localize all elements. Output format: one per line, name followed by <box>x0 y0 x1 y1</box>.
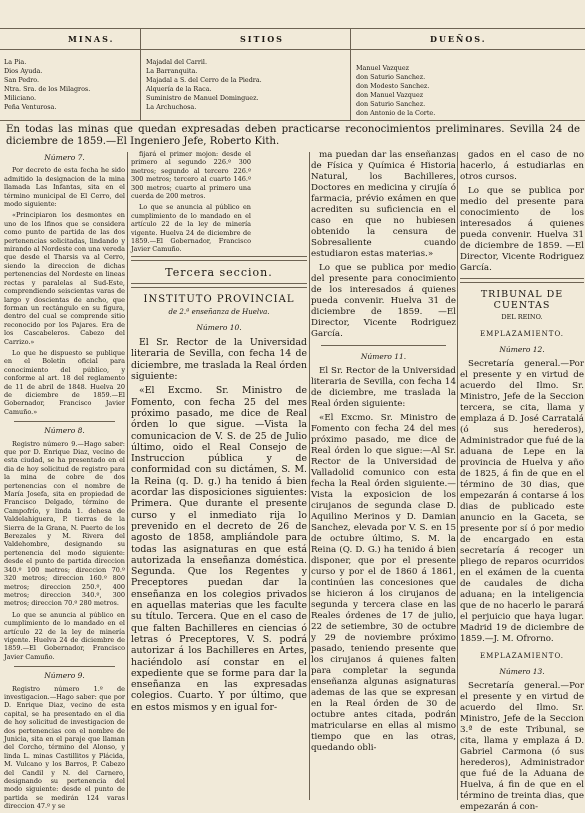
header-minas: MINAS. <box>68 34 115 44</box>
section-heading: Tercera seccion. <box>165 266 273 279</box>
table-cell: don Modesto Sanchez. <box>356 82 430 90</box>
notice-number: Número 7. <box>44 153 85 162</box>
separator <box>14 666 115 667</box>
paragraph: Lo que he dispuesto se publique en el Boletin oficial para conocimiento del público, y conforme al art. 18 del reglamento de 11 de abril de 1848. Huelva 20 de diciembre de 1859.—El Gobernador, Francisco Javier Camuño.» <box>4 348 125 416</box>
sitios-column <box>146 58 346 112</box>
paragraph: El Sr. Rector de la Universidad literaria de Sevilla, con fecha 14 de diciembre, me traslada la Real órden siguiente: <box>131 337 307 383</box>
table-cell: La Barranquita. <box>146 67 198 75</box>
table-cell: San Pedro. <box>4 76 40 84</box>
duenos-column <box>356 64 581 118</box>
table-divider <box>350 28 351 120</box>
notice-number: Número 11. <box>360 352 407 361</box>
separator <box>321 345 446 346</box>
paragraph: Por decreto de esta fecha he sido admitido la designacion de la mina llamada Las Infantas, sita en el término municipal de El Cerro, del modo siguiente: <box>4 166 125 209</box>
emplazamiento-heading: EMPLAZAMIENTO. <box>480 652 564 660</box>
table-cell: Alquería de la Raca. <box>146 85 212 93</box>
paragraph: Secretaría general.—Por el presente y en virtud de acuerdo del Ilmo. Sr. Ministro, Jefe de la Seccion tercera, se cita, llama y emplaza á D. José Carratalá (ó sus herederos), Administrador que fué de la aduana de Lepe en la provincia de Huelva y año de 1825, á fin de que en el término de 30 dias, que empezarán á contarse á los dias de publicado este anuncio en la Gaceta, se presente por sí ó por medio de encargado en esta secretaría á recoger un pliego de reparos ocurridos en el exámen de la cuenta de caudales de dicha aduana; en la inteligencia que de no hacerlo le parará el perjuicio que haya lugar. Madrid 19 de diciembre de 1859.—J. M. Ofrorno. <box>460 359 584 644</box>
separator <box>14 421 115 422</box>
minas-column <box>4 58 138 112</box>
mines-notice: En todas las minas que quedan expresadas deben practicarse reconocimientos preliminares. Sevilla 24 de diciembre de 1859.—El Ingeniero Jefe, Roberto Kith. <box>6 124 580 147</box>
table-header-row <box>0 28 585 50</box>
table-cell: Suministro de Manuel Dominguez. <box>146 94 259 102</box>
institute-title: INSTITUTO PROVINCIAL <box>143 294 295 306</box>
column-divider <box>127 152 128 800</box>
column-5 <box>460 150 584 812</box>
table-cell: don Saturio Sanchez. <box>356 73 426 81</box>
table-bottom-rule <box>0 120 585 121</box>
paragraph: «Principiaron los desmontes en uno de los lfinos que se considera como punto de partida de las dos pertenencias solicitadas, lindando y mirando al Nordeste con una vereda que desde el Tharsis va al Cerro, siendo la direccion de dichas pertenencias del Nordeste en lineas rectas y paralelas al Sud-Este, comprendiendo seiscientas varas de largo y doscientas de ancho, que forman un rectángulo en su figura, dentro del cual se comprende sitio reconocido por los Pajares. Era de los Cascabeleros. Cabezo del Carrizo.» <box>4 211 125 346</box>
tribunal-subtitle: DEL REINO. <box>501 313 543 321</box>
paragraph: Lo que se anuncia al público en cumplimiento de lo mandado en el artículo 22 de la ley de minería vigente. Huelva 24 de diciembre de 1859.—El Gobernador, Francisco Javier Camuño. <box>131 203 251 254</box>
paragraph: «El Excmo. Sr. Ministro de Fomento con fecha 24 del mes próximo pasado, me dice de Real órden lo que sigue:—Al Sr. Rector de la Universidad de Valladolid comunico con esta fecha la Real órden siguiente.—Vista la exposicion de los cirujanos de segunda clase D. Aquilino Merinos y D. Damian Sanchez, elevada por V. S. en 15 de octubre último, S. M. la Reina (Q. D. G.) ha tenido á bien disponer, que por el presente curso y por el de 1860 á 1861, continúen las concesiones que se hicieron á los cirujanos de segunda y tercera clase en las Reales órdenes de 17 de julio, 22 de setiembre, 30 de octubre y 29 de noviembre próximo pasado, teniendo presente que los cirujanos á quienes falten para completar la segunda enseñanza algunas asignaturas ademas de las que se expresan en la Real órden de 30 de octubre antes citada, podrán matricularse en ellas al mismo tiempo que en las otras, quedando obli- <box>311 413 456 753</box>
column-2-top <box>131 150 251 254</box>
section-rule <box>460 278 584 283</box>
paragraph: Registro número 9.—Hago saber: que por D. Enrique Diaz, vecino de esta ciudad, se ha presentado en el dia de hoy solicitud de registro para la mina de cobre de dos pertenencias con el nombre de María Josefa, sita en propiedad de Francisco Delgado, término de Campofrío, y linda 1. dehesa de Valdelahiguera, P. tierras de la Sierra de la Grana, N. Puerto de los Berezales y M. Rivera del Valdehombre, designando su pertenencia del modo siguiente: desde el punto de partida direccion 340.º 100 metros; direccion 70.º 320 metros; direccion 160.º 800 metros; direccion 250.º, 400 metros; direccion 340.º, 300 metros; direccion 70.º 280 metros. <box>4 439 125 608</box>
header-duenos: DUEÑOS. <box>430 34 487 44</box>
tribunal-title: TRIBUNAL DE CUENTAS <box>480 289 564 311</box>
paragraph: Lo que se publica por medio del presente para conocimiento de los interesados á quienes pueda convenir. Huelva 31 de diciembre de 1859. —El Director, Vicente Rodriguez García. <box>460 186 584 273</box>
paragraph: fijará el primer mojon: desde el primero al segundo 226.º 300 metros; segundo al tercero 226.º 300 metros; tercero al cuarto 146.º 300 metros; cuarto al primero una cuerda de 200 metros. <box>131 150 251 201</box>
section-rule <box>131 283 307 288</box>
notice-number: Número 12. <box>499 345 545 354</box>
table-cell: Ntra. Sra. de los Milagros. <box>4 85 91 93</box>
notice-number: Número 8. <box>44 426 85 436</box>
table-cell: Majadal a S. del Cerro de la Piedra. <box>146 76 262 84</box>
institute-subtitle: de 2.ª enseñanza de Huelva. <box>168 307 270 316</box>
column-4 <box>311 150 456 798</box>
paragraph: Secretaría general.—Por el presente y en virtud de acuerdo del Ilmo. Sr. Ministro, Jefe de la Seccion 3.ª de este Tribunal, se cita, llama y emplaza á D. Gabriel Carmona (ó sus herederos), Administrador que fué de la Aduana de Huelva, á fin de que en el término de treinta dias, que empezarán á con- <box>460 681 584 812</box>
paragraph: ma puedan dar las enseñanzas de Física y Química é Historia Natural, los Bachilleres, Doctores en medicina y cirujía ó farmacia, prévio exámen en que acrediten su suficiencia en el caso en que no hubiesen obtenido la censura de Sobresaliente cuando estudiaron estas materias.» <box>311 150 456 259</box>
header-sitios: SITIOS <box>240 34 284 44</box>
emplazamiento-heading: EMPLAZAMIENTO. <box>480 330 564 338</box>
table-cell: La Archuchosa. <box>146 103 197 111</box>
notice-number: Número 10. <box>196 322 242 332</box>
column-1 <box>4 150 125 811</box>
table-cell: Miliciano. <box>4 94 36 102</box>
column-divider <box>309 152 310 800</box>
paragraph: Registro número 1.º de investigacion.—Hago saber: que por D. Enrique Diaz, vecino de esta capital, se ha presentado en el dia de hoy solicitud de investigacion de dos pertenencias con el nombre de Junicia, sita en el paraje que llaman del Corcho, término del Alonso, y linda L. minas Castillitos y Plácida, M. Vulcano y los Barros, P. Cabezo del Candil y N. del Carnero, designando su pertenencia del modo siguiente: desde el punto de partida se medirán 124 varas direccion 47.º y se <box>4 684 125 811</box>
table-cell: don Saturio Sanchez. <box>356 100 426 108</box>
table-cell: Peña Venturosa. <box>4 103 57 111</box>
notice-number: Número 13. <box>499 667 545 676</box>
table-cell: La Pia. <box>4 58 27 66</box>
paragraph: Lo que se anuncia al público en cumplimiento de lo mandado en el artículo 22 de la ley de minería vigente. Huelva 24 de diciembre de 1859.—El Gobernador, Francisco Javier Camuño. <box>4 610 125 661</box>
paragraph: gados en el caso de no hacerlo, á estudiarlas en otros cursos. <box>460 150 584 182</box>
section-rule <box>131 256 307 261</box>
table-cell: Manuel Vazquez <box>356 64 410 72</box>
column-divider <box>457 152 458 800</box>
notice-number: Número 9. <box>44 671 85 681</box>
table-cell: don Manuel Vazquez <box>356 91 424 99</box>
column-3 <box>131 252 307 798</box>
table-cell: don Antonio de la Corte. <box>356 109 436 117</box>
table-cell: Majadal del Carril. <box>146 58 207 66</box>
paragraph: «El Excmo. Sr. Ministro de Fomento, con fecha 25 del mes próximo pasado, me dice de Real órden lo que sigue. —Vista la comunicacion de V. S. de 25 de Julio último, oido el Real Consejo de Instruccion pública y de conformidad con su dictámen, S. M. la Reina (q. D. g.) ha tenido á bien acordar las disposiciones siguientes: Primera. Que durante el presente curso y el inmediato rija lo prevenido en el decreto de 26 de agosto de 1858, ampliándole para todas las asignaturas en que está autorizada la enseñanza doméstica. Segunda. Que los Regentes y Preceptores puedan dar la enseñanza en los colegios privados en aquellas materias que les faculte su título. Tercera. Que en el caso de que falten Bachilleres en ciencias ó letras ó Preceptores, V. S. podrá autorizar á los Bachilleres en Artes, haciéndolo así constar en el expediente que se forme para dar la enseñanza en las expresadas colegios. Cuarto. Y por último, que en estos mismos y en igual for- <box>131 385 307 713</box>
table-cell: Dios Ayuda. <box>4 67 43 75</box>
paragraph: Lo que se publica por medio del presente para conocimiento de los interesados á quienes pueda convenir. Huelva 31 de diciembre de 1859. —El Director, Vicente Rodriguez García. <box>311 263 456 339</box>
table-divider <box>140 28 141 120</box>
paragraph: El Sr. Rector de la Universidad literaria de Sevilla, con fecha 14 de diciembre, me traslada la Real órden siguiente: <box>311 366 456 409</box>
